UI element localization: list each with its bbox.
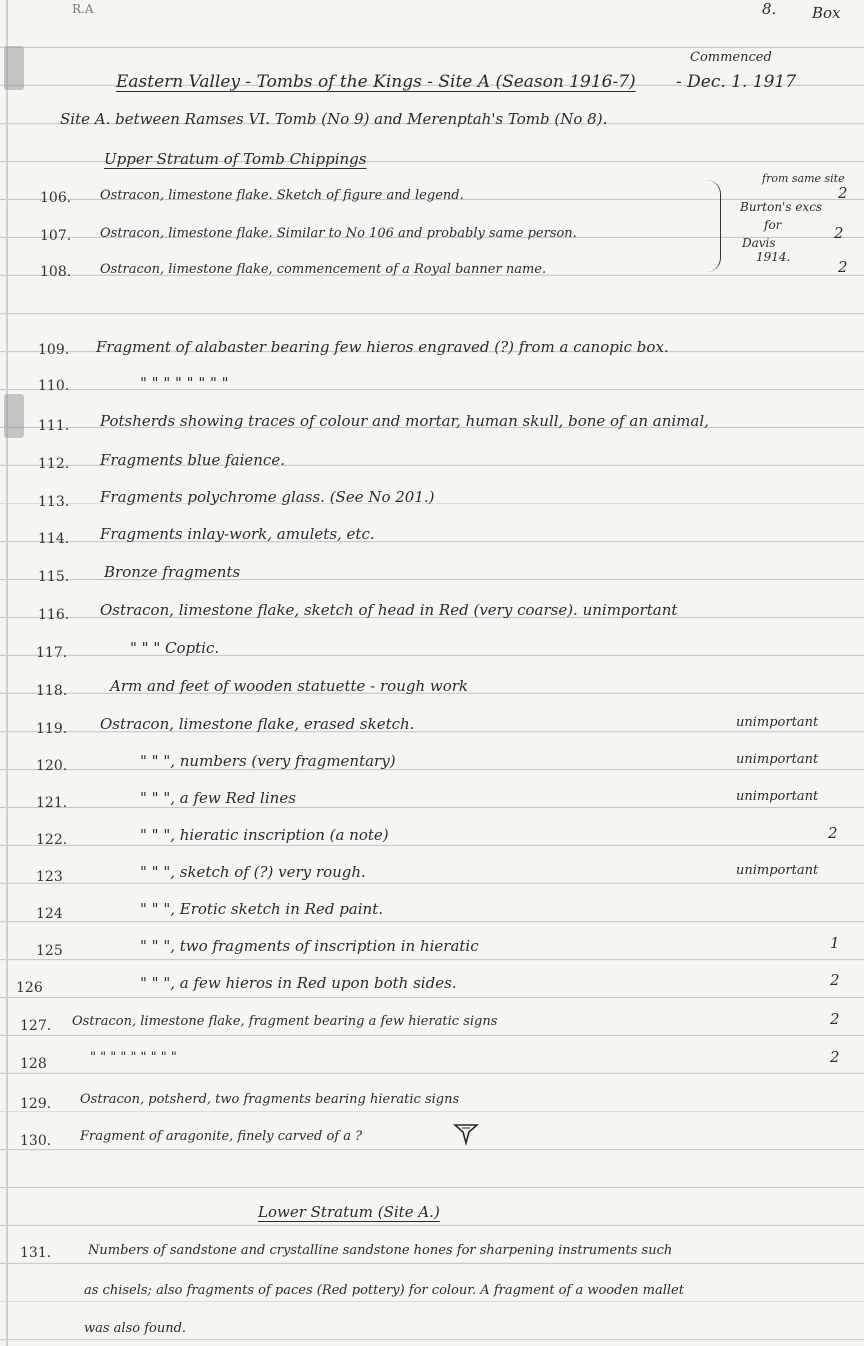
binding-hole [4,46,24,90]
entry-number: 130. [20,1133,52,1149]
entry-number: 113. [38,494,70,510]
entry-number: 121. [36,795,68,811]
entry-number: 109. [38,342,70,358]
bracket-brace [706,180,721,272]
entry-number: 114. [38,531,70,547]
entry-count: 2 [828,824,838,842]
entry-number: 110. [38,378,70,394]
entry-count: unimportant [736,715,819,730]
aragonite-sketch-icon [452,1122,480,1146]
entry-text: " " " " " " " " " [90,1050,177,1065]
entry-number: 123 [36,869,63,885]
binding-hole [4,394,24,438]
entry-count: 2 [838,184,848,202]
entry-text: Fragment of aragonite, finely carved of a ? [80,1129,363,1144]
entry-number: 108. [40,264,72,280]
entry-count: 2 [834,224,844,242]
entry-number: 127. [20,1018,52,1034]
entry-count: 1 [830,934,840,952]
entry-number: 129. [20,1096,52,1112]
entry-number: 111. [38,418,70,434]
entry-text: as chisels; also fragments of paces (Red pottery) for colour. A fragment of a wooden mallet [84,1283,684,1298]
entry-text: Ostracon, limestone flake, commencement of a Royal banner name. [100,262,547,277]
entry-number: 112. [38,456,70,472]
entry-text: " " ", sketch of (?) very rough. [140,863,366,881]
entry-number: 131. [20,1245,52,1261]
page-title: Eastern Valley - Tombs of the Kings - Site A (Season 1916-7) [116,72,636,92]
bracket-note-line: from same site [762,172,845,185]
entry-number: 106. [40,190,72,206]
entry-number: 117. [36,645,68,661]
entry-count: 2 [838,258,848,276]
site-line: Site A. between Ramses VI. Tomb (No 9) and Merenptah's Tomb (No 8). [60,110,608,128]
corner-tag: Box [812,4,841,22]
entry-text: Fragments polychrome glass. (See No 201.) [100,488,435,506]
bracket-note-line: Davis [742,236,776,250]
entry-text: " " " Coptic. [130,639,220,657]
entry-count: 2 [830,1010,840,1028]
bracket-note-line: 1914. [756,250,791,264]
corner-ref: R.A [72,2,94,16]
entry-text: Fragments blue faience. [100,451,285,469]
entry-text: " " ", numbers (very fragmentary) [140,752,396,770]
entry-number: 125 [36,943,63,959]
entry-count: 2 [830,971,840,989]
entry-text: Ostracon, potsherd, two fragments bearing hieratic signs [80,1092,460,1107]
entry-number: 118. [36,683,68,699]
date: - Dec. 1. 1917 [676,72,797,92]
entry-text: Arm and feet of wooden statuette - rough work [110,677,469,695]
entry-number: 122. [36,832,68,848]
entry-number: 116. [38,607,70,623]
entry-number: 107. [40,228,72,244]
margin-rule [6,0,8,1346]
entry-text: Ostracon, limestone flake, erased sketch. [100,715,415,733]
entry-text: " " ", a few Red lines [140,789,296,807]
entry-count: unimportant [736,752,819,767]
section-heading-lower: Lower Stratum (Site A.) [258,1203,440,1221]
entry-text: Numbers of sandstone and crystalline sandstone hones for sharpening instruments such [88,1243,673,1258]
entry-text: " " ", a few hieros in Red upon both sides. [140,974,457,992]
entry-count: unimportant [736,789,819,804]
entry-number: 128 [20,1056,47,1072]
entry-text: Ostracon, limestone flake, sketch of head in Red (very coarse). unimportant [100,601,678,619]
section-heading-upper: Upper Stratum of Tomb Chippings [104,150,367,168]
bracket-note-line: for [764,218,782,232]
entry-number: 126 [16,980,43,996]
entry-text: " " ", hieratic inscription (a note) [140,826,389,844]
entry-text: Ostracon, limestone flake. Sketch of figure and legend. [100,188,464,203]
entry-text: Potsherds showing traces of colour and mortar, human skull, bone of an animal, [100,412,709,430]
date-note: Commenced [690,50,772,65]
entry-text: " " ", Erotic sketch in Red paint. [140,900,384,918]
page-number: 8. [762,0,777,18]
entry-count: unimportant [736,863,819,878]
entry-number: 119. [36,721,68,737]
entry-text: Fragments inlay-work, amulets, etc. [100,525,375,543]
entry-text: Fragment of alabaster bearing few hieros engraved (?) from a canopic box. [96,338,669,356]
entry-number: 120. [36,758,68,774]
entry-number: 124 [36,906,63,922]
entry-text: Ostracon, limestone flake. Similar to No 106 and probably same person. [100,226,577,241]
entry-text: " " " " " " " " [140,374,229,392]
entry-text: Bronze fragments [104,563,241,581]
entry-number: 115. [38,569,70,585]
entry-count: 2 [830,1048,840,1066]
entry-text: Ostracon, limestone flake, fragment bearing a few hieratic signs [72,1014,498,1029]
entry-text: " " ", two fragments of inscription in hieratic [140,937,479,955]
entry-text: was also found. [84,1321,187,1336]
bracket-note-line: Burton's excs [740,200,823,214]
